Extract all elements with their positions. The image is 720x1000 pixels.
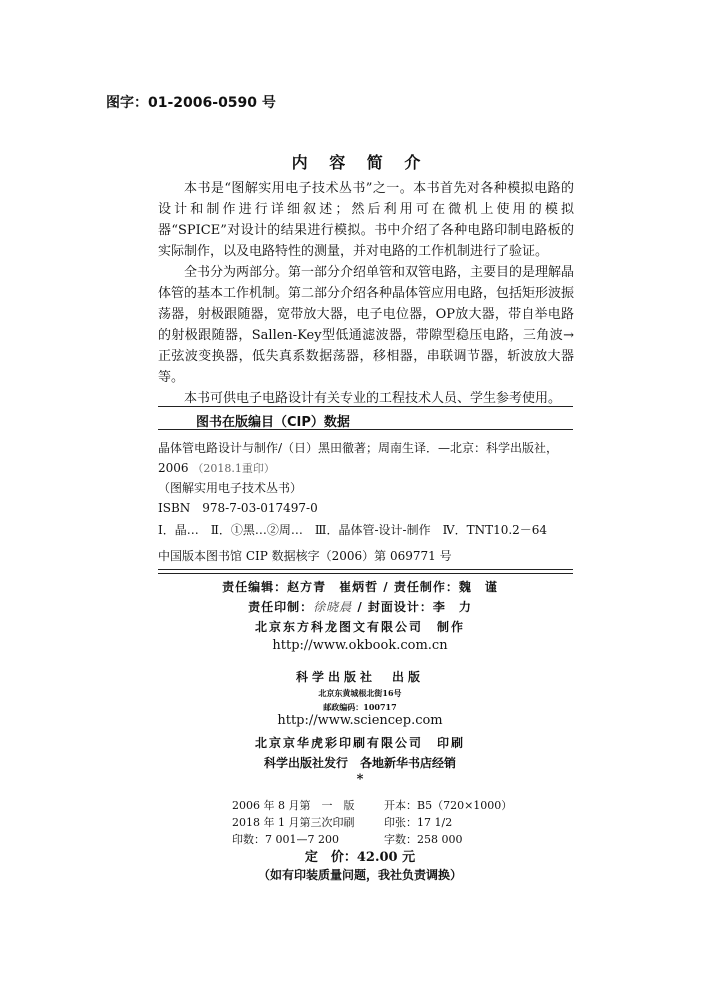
cip-title: 图书在版编目（CIP）数据 [196, 415, 350, 430]
publisher-url: http://www.sciencep.com [277, 713, 443, 728]
cip-isbn: ISBN 978-7-03-017497-0 [158, 501, 318, 515]
edition-format: 开本：B5（720×1000） [384, 799, 513, 812]
price: 定 价：42.00 元 [304, 850, 416, 865]
credits-editors: 责任编辑：赵方青 崔炳哲 / 责任制作：魏 谨 [222, 580, 498, 594]
summary-body [158, 178, 574, 409]
cip-series: （图解实用电子技术丛书） [158, 481, 303, 495]
edition-sheets: 印张：17 1/2 [384, 816, 453, 829]
distributor: 科学出版社发行 各地新华书店经销 [263, 756, 456, 770]
cip-year: 2006 [158, 461, 189, 475]
cip-book-title: 晶体管电路设计与制作/（日）黑田徹著；周南生译．—北京：科学出版社， [158, 441, 559, 455]
cip-classification: Ⅰ．晶… Ⅱ．①黑…②周… Ⅲ．晶体管-设计-制作 Ⅳ．TNT10.2－64 [158, 523, 548, 537]
summary-title: 内 容 简 介 [291, 153, 429, 172]
credits-cover: / 封面设计：李 力 [352, 600, 472, 614]
quality-notice: （如有印装质量问题，我社负责调换） [257, 868, 462, 882]
separator-star: * [356, 772, 364, 787]
edition-reprint: 2018 年 1 月第三次印刷 [232, 816, 355, 829]
edition-words: 字数：258 000 [384, 833, 463, 846]
summary-paragraph: 全书分为两部分。第一部分介绍单管和双管电路，主要目的是理解晶体管的基本工作机制。第二部分介绍各种晶体管应用电路，包括矩形波振荡器，射极跟随器，宽带放大器，电子电位器，OP放大器，带自举电路的射极跟随器，Sallen-Key型低通滤波器，带隙型稳压电路，三角波→正弦波变换器，低失真系数据荡器，移相器，串联调节器，斩波放大器等。 [158, 265, 575, 385]
cip-number: 中国版本图书馆 CIP 数据核字（2006）第 069771 号 [158, 549, 452, 563]
producer: 北京东方科龙图文有限公司 制作 [254, 620, 465, 634]
publisher-postcode: 邮政编码：100717 [323, 702, 397, 712]
cip-year-line [158, 460, 275, 477]
credits-print-name: 徐晓晨 [313, 600, 353, 614]
producer-url: http://www.okbook.com.cn [272, 638, 448, 653]
cip-top-rule [158, 406, 573, 407]
credits-print-cover [0, 598, 720, 615]
printer: 北京京华虎彩印刷有限公司 印刷 [254, 736, 465, 750]
edition-first: 2006 年 8 月第 一 版 [232, 799, 355, 812]
cip-reprint: （2018.1重印） [192, 462, 275, 475]
credits-print-label: 责任印制： [248, 600, 314, 614]
double-rule [158, 569, 573, 574]
edition-print-run: 印数：7 001—7 200 [232, 833, 339, 846]
publisher-address: 北京东黄城根北街16号 [318, 688, 402, 698]
summary-paragraph: 本书是“图解实用电子技术丛书”之一。本书首先对各种模拟电路的设计和制作进行详细叙述；然后利用可在微机上使用的模拟器“SPICE”对设计的结果进行模拟。书中介绍了各种电路印制电路板的实际制作，以及电路特性的测量，并对电路的工作机制进行了验证。 [158, 181, 574, 259]
cip-title-rule [158, 429, 573, 430]
permit-number: 图字：01-2006-0590 号 [106, 95, 276, 111]
publisher-name: 科学出版社 出版 [295, 670, 424, 684]
summary-paragraph: 本书可供电子电路设计有关专业的工程技术人员、学生参考使用。 [184, 391, 562, 406]
